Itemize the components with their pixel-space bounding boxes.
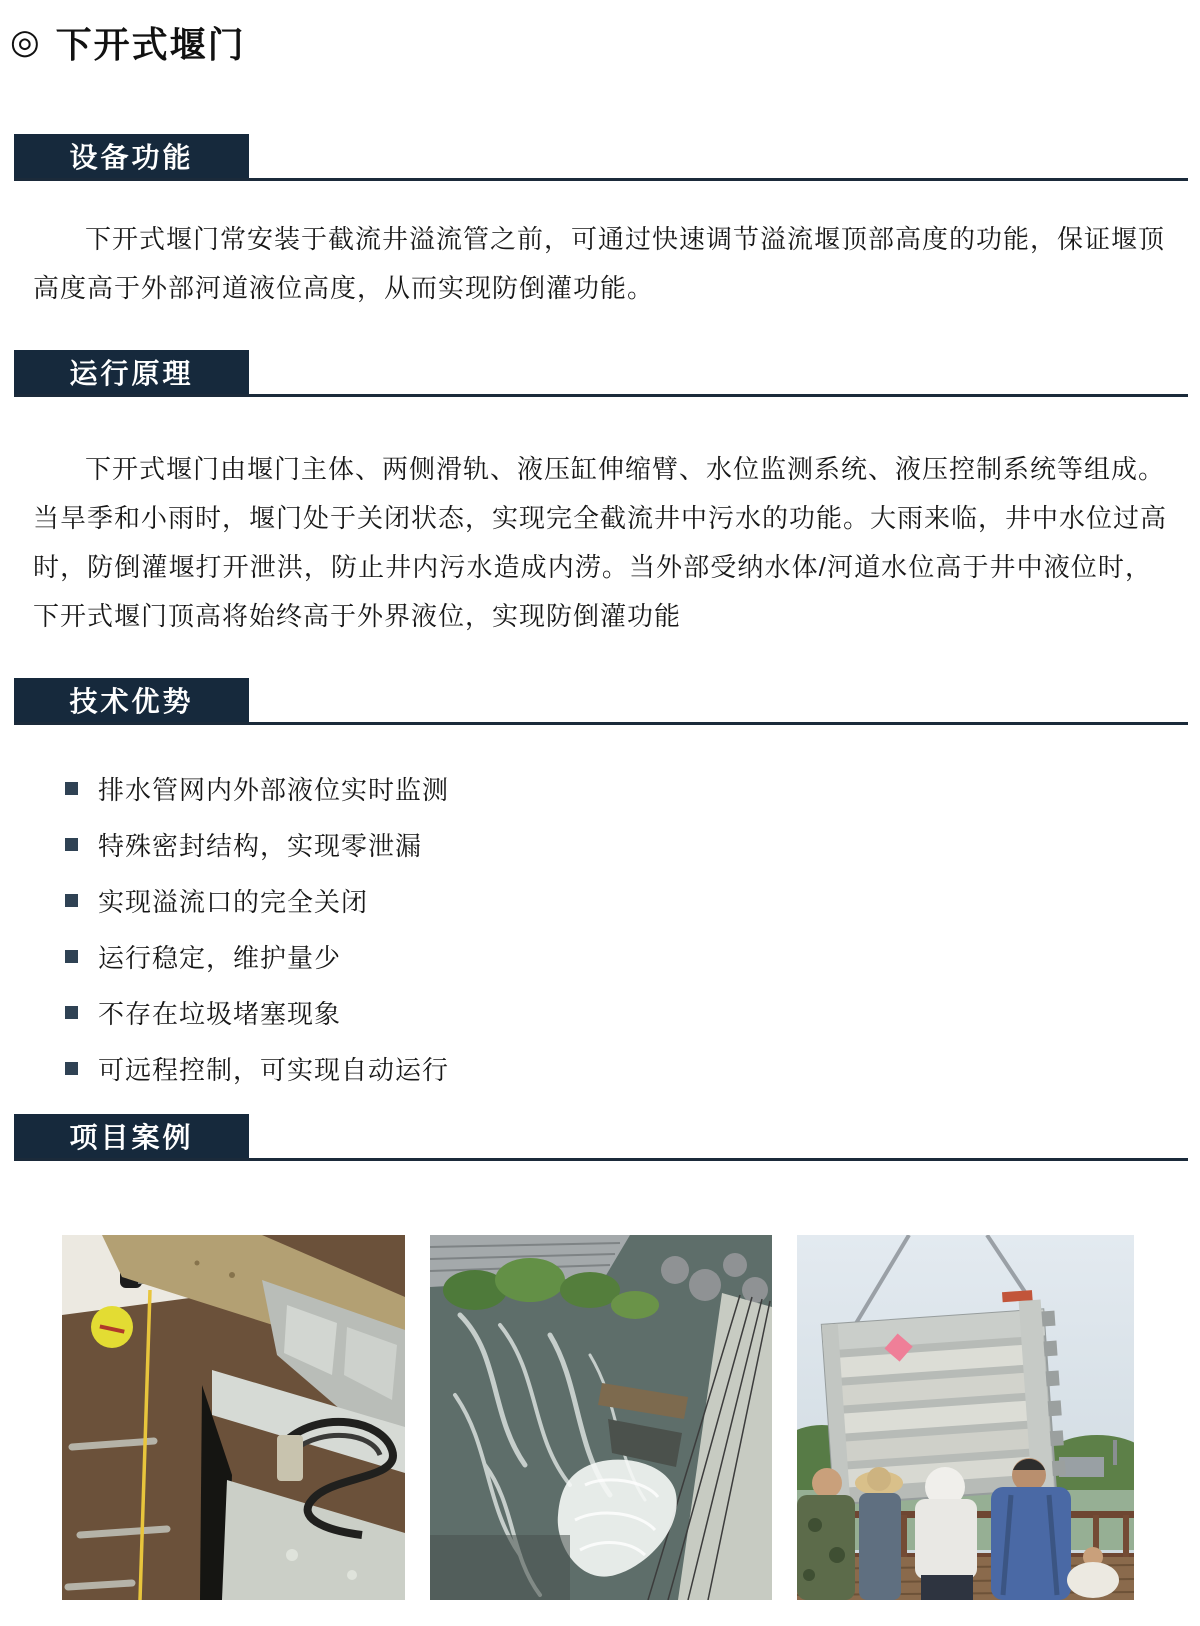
list-item xyxy=(65,941,1200,971)
weir-gate-internal-installation-photo xyxy=(62,1235,405,1600)
section-heading-device-function: 设备功能 xyxy=(14,134,249,178)
section-device-function xyxy=(14,134,1188,181)
section-header-rule xyxy=(14,678,1188,725)
section-technical-advantages xyxy=(14,678,1188,725)
list-item xyxy=(65,773,1200,803)
list-item xyxy=(65,829,1200,859)
advantages-list xyxy=(65,773,1200,1083)
page-title xyxy=(10,20,1200,64)
section-heading-project-cases: 项目案例 xyxy=(14,1114,249,1158)
list-item-label: 排水管网内外部液位实时监测 xyxy=(98,774,450,805)
paragraph-device-function xyxy=(33,215,1166,313)
project-photos-row xyxy=(62,1235,1200,1600)
list-item-label: 特殊密封结构，实现零泄漏 xyxy=(98,830,423,861)
list-item xyxy=(65,997,1200,1027)
paragraph-line: 下开式堰门顶高将始终高于外界液位，实现防倒灌功能 xyxy=(33,601,682,631)
list-item-label: 不存在垃圾堵塞现象 xyxy=(98,998,342,1029)
list-item-label: 实现溢流口的完全关闭 xyxy=(98,886,369,917)
square-bullet-icon xyxy=(65,782,78,795)
paragraph-line: 当旱季和小雨时，堰门处于关闭状态，实现完全截流井中污水的功能。大雨来临，井中水位过高 xyxy=(33,503,1168,533)
list-item-label: 运行稳定，维护量少 xyxy=(98,942,342,973)
list-item xyxy=(65,1053,1200,1083)
paragraph-line: 时，防倒灌堰打开泄洪，防止井内污水造成内涝。当外部受纳水体/河道水位高于井中液位时， xyxy=(33,552,1152,582)
section-heading-technical-advantages: 技术优势 xyxy=(14,678,249,722)
cylinder-fitting xyxy=(277,1435,303,1481)
straw-hat-worker xyxy=(855,1467,903,1600)
square-bullet-icon xyxy=(65,1062,78,1075)
section-operating-principle xyxy=(14,350,1188,397)
river-channel-overflow-photo xyxy=(430,1235,772,1600)
section-header-rule xyxy=(14,1114,1188,1161)
paragraph-operating-principle xyxy=(33,445,1168,641)
paragraph-line: 下开式堰门常安装于截流井溢流管之前，可通过快速调节溢流堰顶部高度的功能，保证堰顶 xyxy=(85,224,1166,254)
square-bullet-icon xyxy=(65,894,78,907)
section-project-cases xyxy=(14,1114,1188,1161)
section-header-rule xyxy=(14,134,1188,181)
square-bullet-icon xyxy=(65,838,78,851)
paragraph-line: 下开式堰门由堰门主体、两侧滑轨、液压缸伸缩臂、水位监测系统、液压控制系统等组成。 xyxy=(85,454,1166,484)
section-header-rule xyxy=(14,350,1188,397)
list-item xyxy=(65,885,1200,915)
square-bullet-icon xyxy=(65,950,78,963)
title-bullseye-icon: ◎ xyxy=(10,23,42,61)
page-title-text: 下开式堰门 xyxy=(55,23,246,65)
paragraph-line: 高度高于外部河道液位高度，从而实现防倒灌功能。 xyxy=(33,273,655,303)
list-item-label: 可远程控制，可实现自动运行 xyxy=(98,1054,450,1085)
gate-crane-hoisting-photo xyxy=(797,1235,1134,1600)
dark-water xyxy=(430,1535,570,1600)
square-bullet-icon xyxy=(65,1006,78,1019)
section-heading-operating-principle: 运行原理 xyxy=(14,350,249,394)
